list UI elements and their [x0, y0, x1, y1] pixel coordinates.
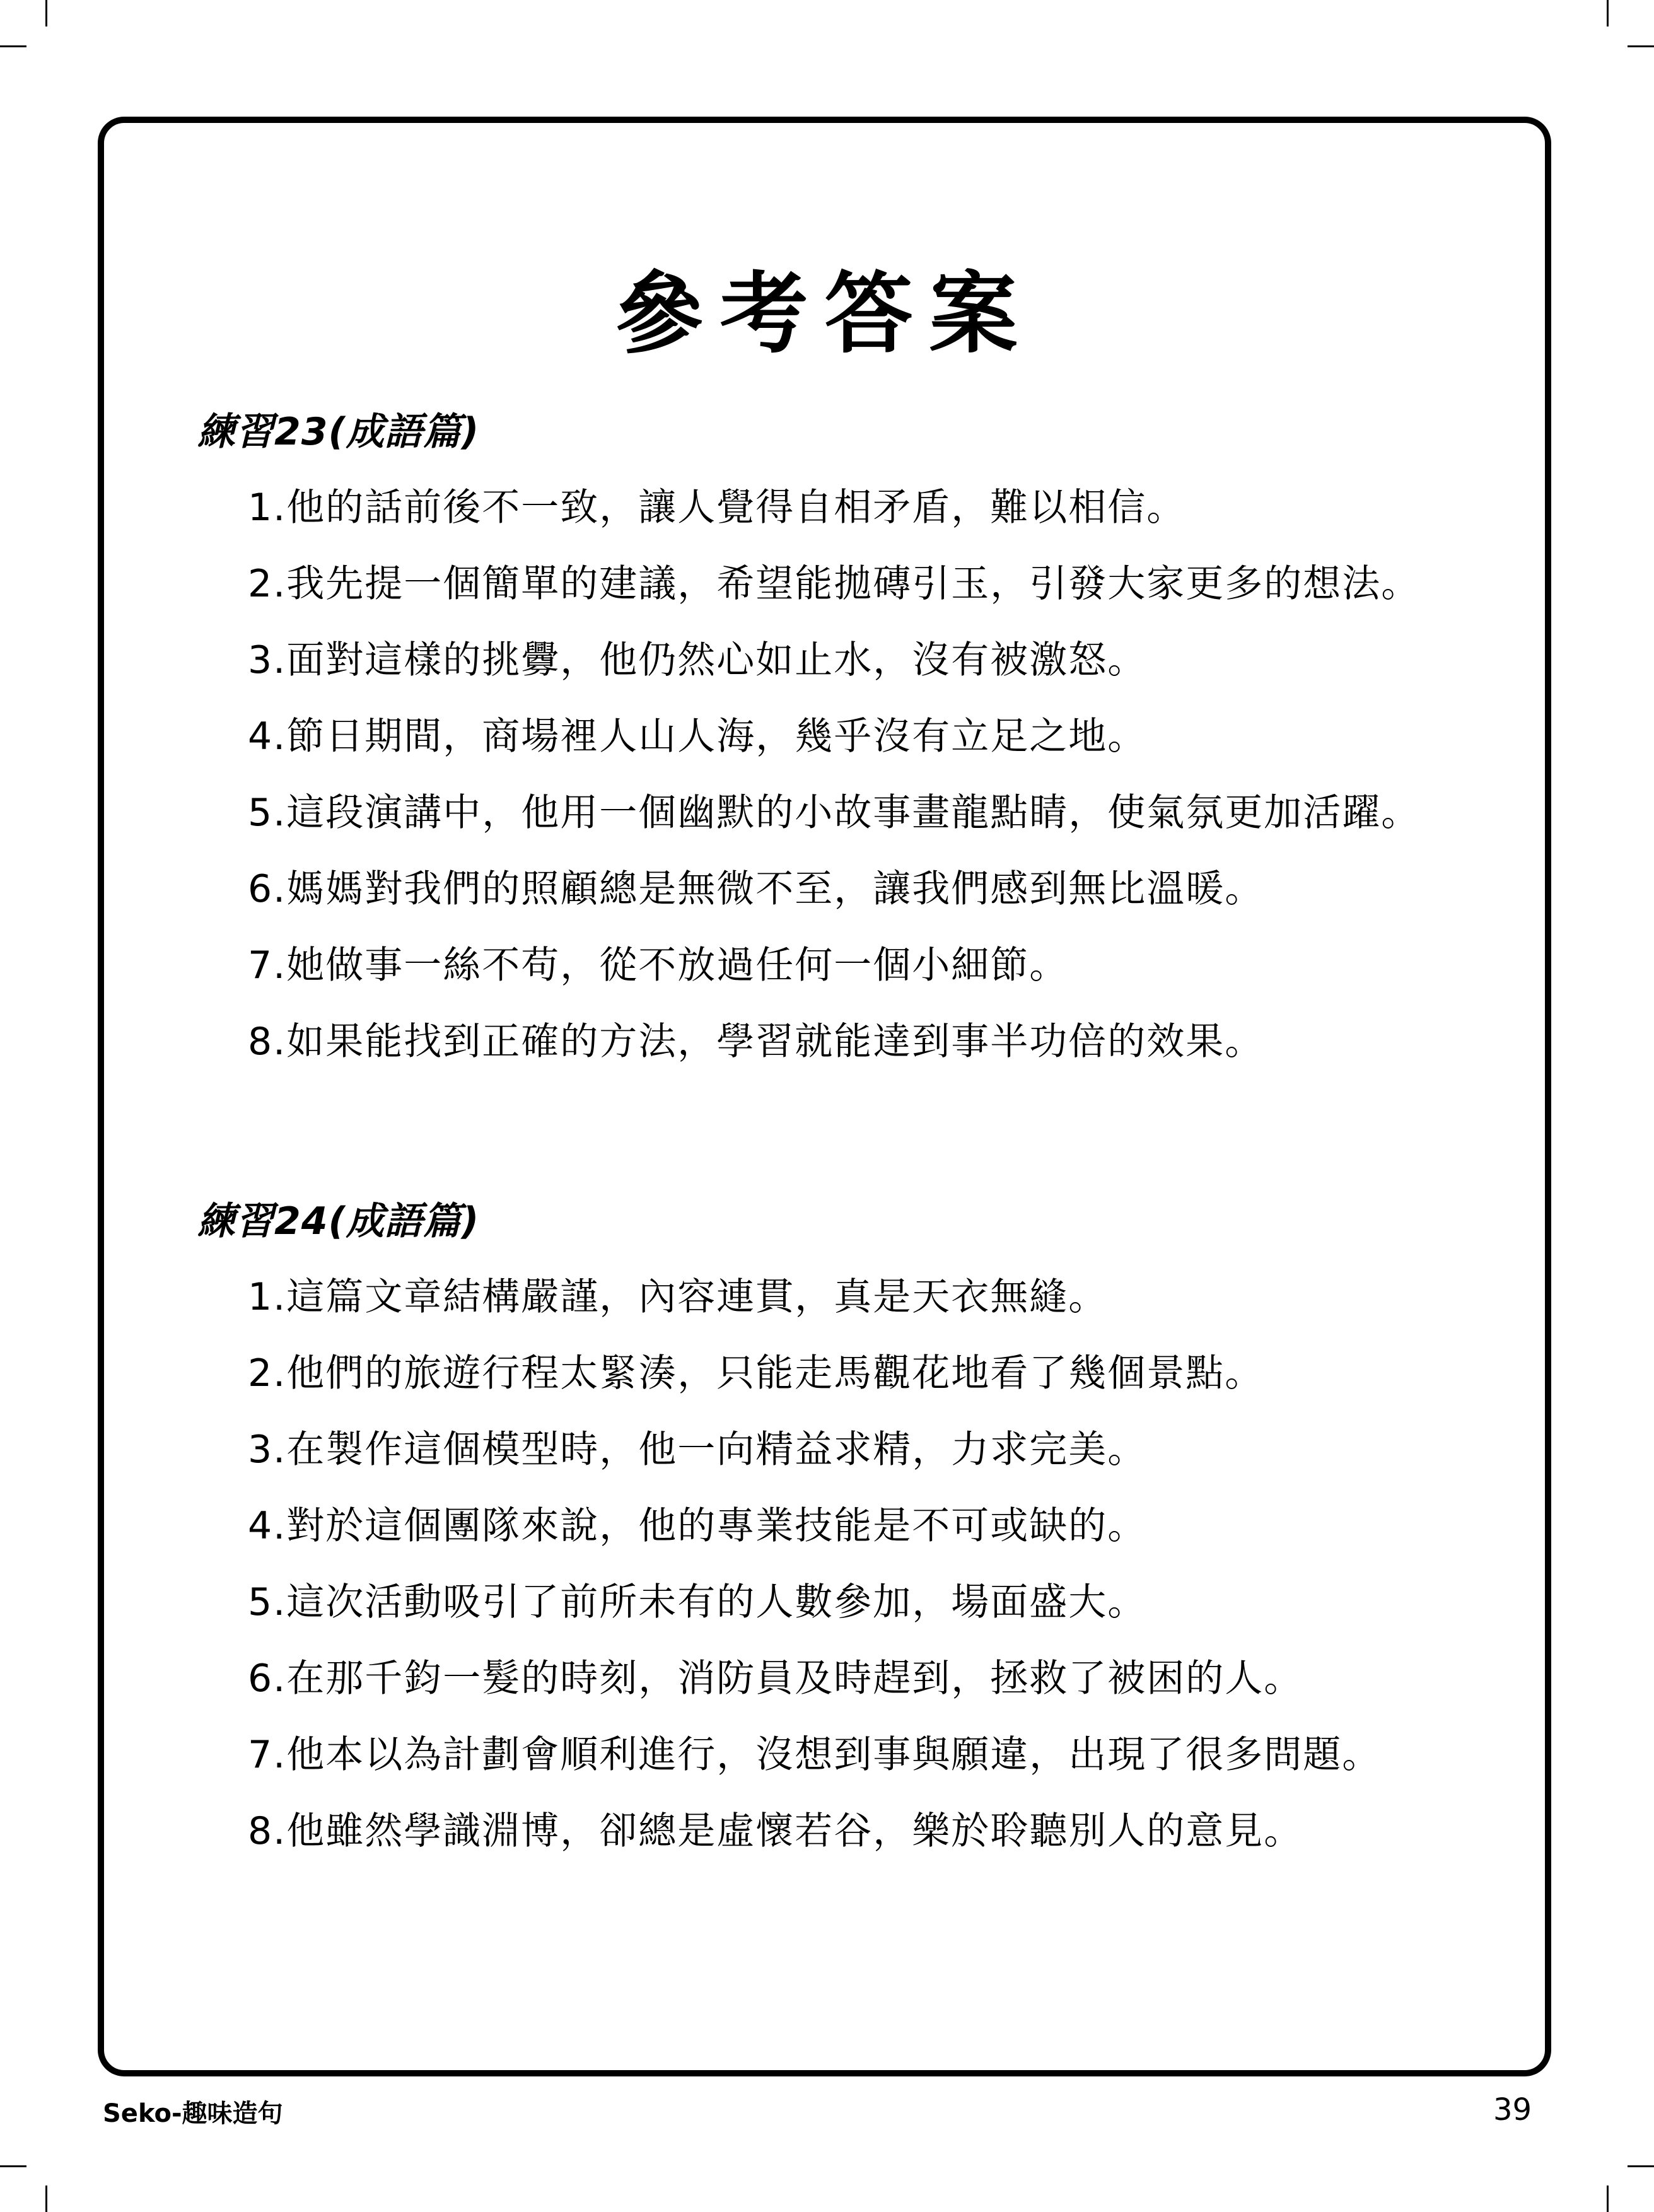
- crop-mark: [1607, 2186, 1609, 2212]
- answer-item: 7.他本以為計劃會順利進行，沒想到事與願違，出現了很多問題。: [248, 1733, 1382, 1777]
- crop-mark: [45, 0, 47, 26]
- section-heading: 練習24(成語篇): [197, 1199, 480, 1243]
- answer-item: 4.節日期間，商場裡人山人海，幾乎沒有立足之地。: [248, 714, 1147, 759]
- answer-item: 3.在製作這個模型時，他一向精益求精，力求完美。: [248, 1428, 1147, 1472]
- crop-mark: [0, 2165, 26, 2167]
- answer-item: 4.對於這個團隊來說，他的專業技能是不可或缺的。: [248, 1504, 1147, 1548]
- answer-item: 8.他雖然學識淵博，卻總是虛懷若谷，樂於聆聽別人的意見。: [248, 1809, 1303, 1853]
- page-title: 參考答案: [615, 262, 1034, 366]
- section-heading: 練習23(成語篇): [197, 410, 480, 454]
- answer-item: 1.這篇文章結構嚴謹，內容連貫，真是天衣無縫。: [248, 1275, 1108, 1319]
- answer-item: 8.如果能找到正確的方法，學習就能達到事半功倍的效果。: [248, 1020, 1264, 1064]
- crop-mark: [45, 2186, 47, 2212]
- section-24: [197, 1199, 1507, 1853]
- answer-item: 2.他們的旅遊行程太緊湊，只能走馬觀花地看了幾個景點。: [248, 1351, 1264, 1395]
- answer-list: [197, 1275, 1507, 1853]
- crop-mark: [1628, 2165, 1654, 2167]
- page-number: 39: [1493, 2092, 1532, 2128]
- answer-item: 6.媽媽對我們的照顧總是無微不至，讓我們感到無比溫暖。: [248, 867, 1264, 911]
- crop-mark: [0, 45, 26, 47]
- answer-item: 3.面對這樣的挑釁，他仍然心如止水，沒有被激怒。: [248, 638, 1147, 682]
- answer-item: 6.在那千鈞一髮的時刻，消防員及時趕到，拯救了被困的人。: [248, 1656, 1303, 1701]
- crop-mark: [1628, 45, 1654, 47]
- answer-frame: [98, 117, 1551, 2076]
- answer-item: 1.他的話前後不一致，讓人覺得自相矛盾，難以相信。: [248, 486, 1186, 530]
- footer-book-title: Seko-趣味造句: [103, 2099, 283, 2128]
- section-23: [197, 410, 1507, 1064]
- answer-item: 5.這段演講中，他用一個幽默的小故事畫龍點睛，使氣氛更加活躍。: [248, 791, 1421, 835]
- answer-item: 2.我先提一個簡單的建議，希望能拋磚引玉，引發大家更多的想法。: [248, 562, 1421, 606]
- crop-mark: [1607, 0, 1609, 26]
- answer-list: [197, 486, 1507, 1064]
- answer-item: 5.這次活動吸引了前所未有的人數參加，場面盛大。: [248, 1580, 1147, 1624]
- answer-item: 7.她做事一絲不苟，從不放過任何一個小細節。: [248, 943, 1069, 987]
